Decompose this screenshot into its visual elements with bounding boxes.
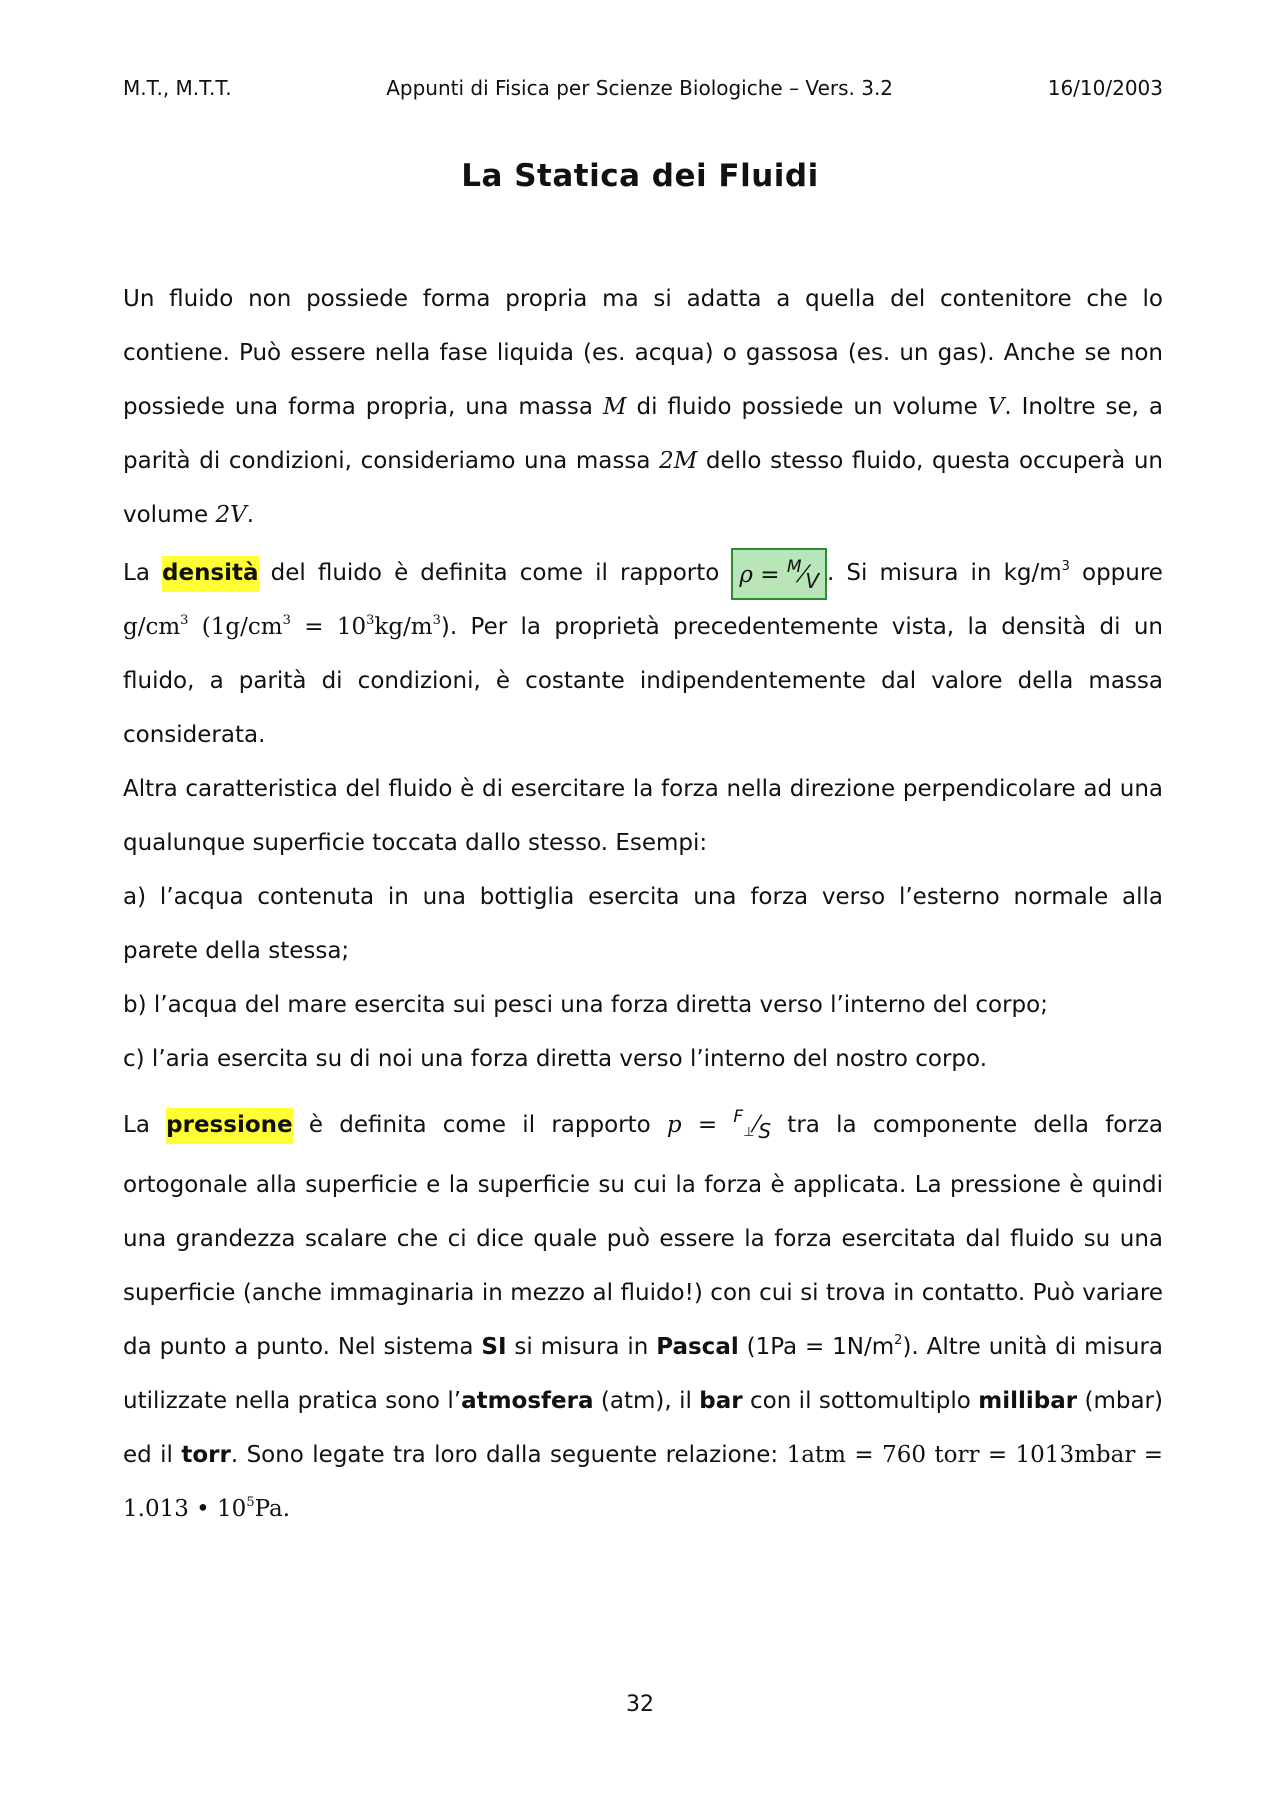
page-number: 32 bbox=[626, 1692, 654, 1717]
header-date: 16/10/2003 bbox=[1047, 76, 1163, 100]
symbol-double-volume: 2V bbox=[215, 502, 247, 528]
symbol-double-mass: 2M bbox=[659, 448, 698, 474]
body-text bbox=[123, 272, 1163, 1536]
density-formula-box: ρ = $^M$⁄V bbox=[731, 548, 827, 600]
term-density: densità bbox=[162, 556, 259, 592]
unit-g-cm3: $g/cm^3$ ($1g/cm^3 = 10^3kg/m^3$ bbox=[123, 613, 441, 640]
paragraph-force-direction: Altra caratteristica del fluido è di esercitare la forza nella direzione perpendicolare ad una qualunque superficie toccata dallo stesso. Esempi: bbox=[123, 776, 1163, 856]
term-si: SI bbox=[481, 1334, 507, 1360]
symbol-volume: V bbox=[987, 394, 1005, 420]
page-header bbox=[123, 76, 1163, 100]
example-a: a) l’acqua contenuta in una bottiglia esercita una forza verso l’esterno normale alla parete della stessa; bbox=[123, 884, 1163, 964]
header-authors: M.T., M.T.T. bbox=[123, 76, 232, 100]
section-title: La Statica dei Fluidi bbox=[461, 158, 819, 194]
pressure-formula: p = $^F_\perp$⁄S bbox=[666, 1107, 772, 1143]
paragraph-density: La densità del fluido è definita come il rapporto ρ = $^M$⁄V . Si misura in $kg/m^3$ oppure $g/cm^3$ $(1g/cm^3 = 10^3kg/m^3)$. Per la proprietà precedentemente vista, la densità di un fluido, a parità di condizioni, è costante indipendentemente dal valore della massa considerata. bbox=[123, 546, 1163, 762]
paragraph-fluid-definition: Un fluido non possiede forma propria ma si adatta a quella del contenitore che lo contiene. Può essere nella fase liquida (es. acqua) o gassosa (es. un gas). Anche se non possiede una forma propria, una massa M di fluido possiede un volume V. Inoltre se, a parità di condizioni, consideriamo una massa 2M dello stesso fluido, questa occuperà un volume 2V. bbox=[123, 286, 1163, 528]
term-pascal: Pascal bbox=[656, 1334, 739, 1360]
term-bar: bar bbox=[699, 1388, 743, 1414]
example-b: b) l’acqua del mare esercita sui pesci una forza diretta verso l’interno del corpo; bbox=[123, 992, 1048, 1018]
header-document-title: Appunti di Fisica per Scienze Biologiche – Vers. 3.2 bbox=[386, 76, 894, 100]
term-torr: torr bbox=[181, 1442, 231, 1468]
term-millibar: millibar bbox=[978, 1388, 1078, 1414]
term-pressure: pressione bbox=[166, 1108, 292, 1144]
paragraph-pressure: La pressione è definita come il rapporto p = $^F_\perp$⁄S tra la componente della forza ortogonale alla superficie e la superficie su cui la forza è applicata. La pressione è quindi una grandezza scalare che ci dice quale può essere la forza esercitata dal fluido su una superficie (anche immaginaria in mezzo al fluido!) con cui si trova in contatto. Può variare da punto a punto. Nel sistema SI si misura in Pascal $(1Pa = 1N/m^2)$. Altre unità di misura utilizzate nella pratica sono l’atmosfera (atm), il bar con il sottomultiplo millibar (mbar) ed il torr. Sono legate tra loro dalla seguente relazione: 1atm = 760 torr = 1013mbar = 1.013 • $10^5Pa$. bbox=[123, 1107, 1163, 1522]
pressure-units-relation: 1atm = 760 torr = 1013mbar = 1.013 • $10^5Pa$. bbox=[123, 1442, 1163, 1522]
example-c: c) l’aria esercita su di noi una forza diretta verso l’interno del nostro corpo. bbox=[123, 1046, 988, 1072]
term-atmosfera: atmosfera bbox=[461, 1388, 594, 1414]
symbol-mass: M bbox=[602, 394, 627, 420]
